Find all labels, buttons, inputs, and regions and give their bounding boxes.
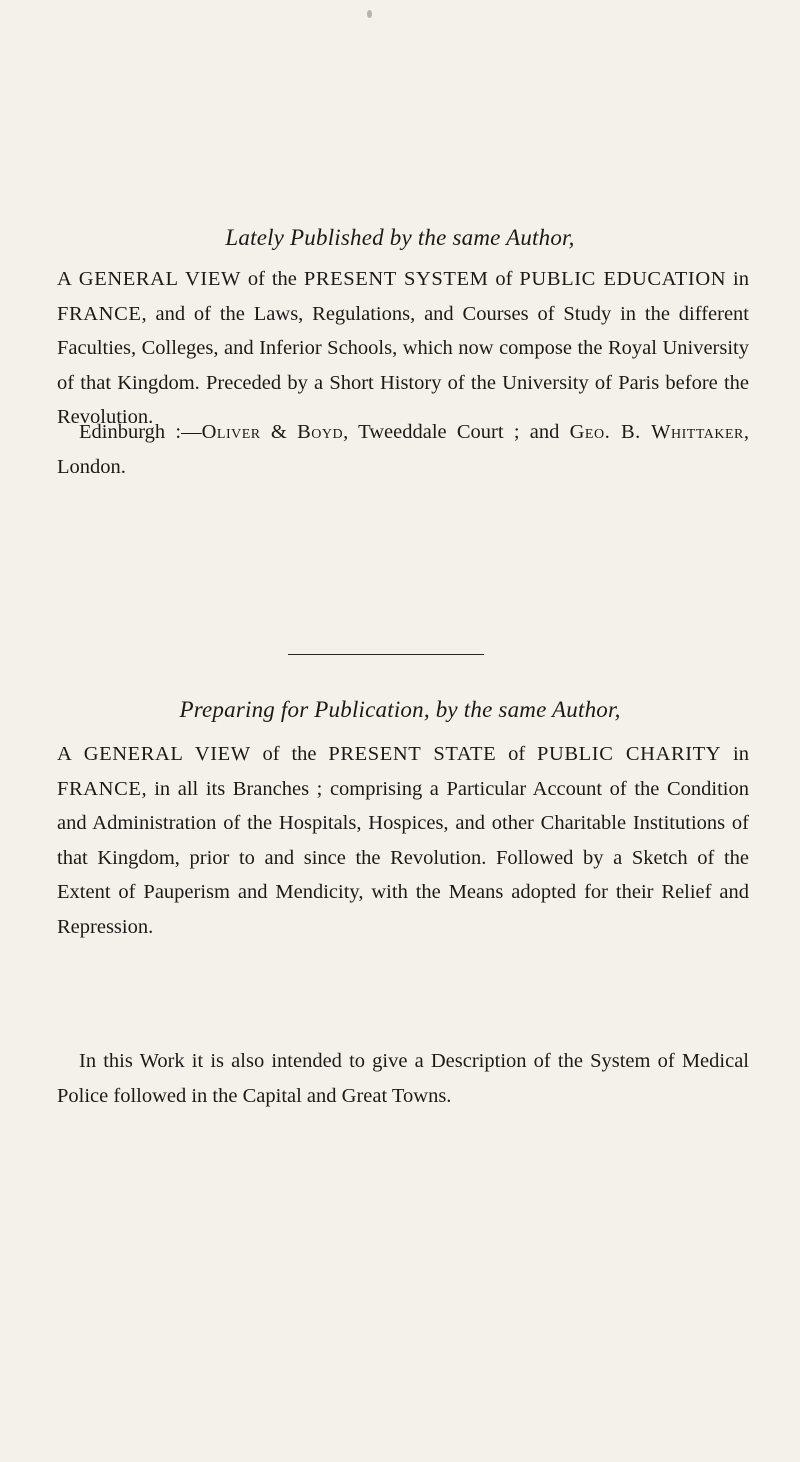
description-text: , and of the Laws, Regulations, and Courses of Study in the different Faculties, Colleges, and Inferior Schools, which now compose the Royal University of that Kingdom. Preceded by a Short History of the University of Paris before the Revolution.: [57, 302, 749, 428]
publisher-name: Oliver: [201, 421, 261, 443]
title-text: A GENERAL VIEW: [57, 743, 251, 765]
section-heading-published: Lately Published by the same Author,: [225, 225, 575, 250]
preparing-work-description: [57, 737, 749, 944]
title-text: PUBLIC EDUCATION: [519, 268, 727, 290]
publisher-name: Geo. B. Whittaker: [569, 421, 744, 443]
imprint-city: Edinburgh :—: [79, 421, 202, 443]
connector-text: of the: [240, 268, 304, 290]
paper-speck: [367, 10, 372, 18]
connector-text: in: [721, 743, 749, 765]
section-heading-preparing: Preparing for Publication, by the same Author,: [179, 697, 621, 722]
description-text: , in all its Branches ; comprising a Particular Account of the Condition and Administration of the Hospitals, Hospices, and other Charitable Institutions of that Kingdom, prior to and since the Revolution. Followed by a Sketch of the Extent of Pauperism and Mendicity, with the Means adopted for their Relief and Repression.: [57, 777, 749, 938]
title-text: PRESENT SYSTEM: [303, 268, 489, 290]
title-text: PRESENT STATE: [328, 743, 497, 765]
connector-text: of the: [250, 743, 329, 765]
publisher-name: Boyd: [297, 421, 344, 443]
connector-text: of: [488, 268, 520, 290]
imprint-line: [57, 415, 749, 484]
imprint-connector: , London.: [57, 421, 749, 478]
connector-text: in: [726, 268, 750, 290]
preparing-work-note: In this Work it is also intended to give a Description of the System of Medical Police followed in the Capital and Great Towns.: [57, 1050, 749, 1107]
published-work-description: [57, 262, 749, 435]
imprint-connector: &: [260, 421, 298, 443]
title-text: A GENERAL VIEW: [57, 268, 241, 290]
connector-text: of: [496, 743, 537, 765]
title-text: FRANCE: [57, 777, 142, 800]
imprint-connector: , Tweeddale Court ; and: [343, 421, 570, 443]
title-text: PUBLIC CHARITY: [536, 743, 722, 765]
section-divider: [288, 654, 484, 655]
title-text: FRANCE: [57, 302, 142, 325]
